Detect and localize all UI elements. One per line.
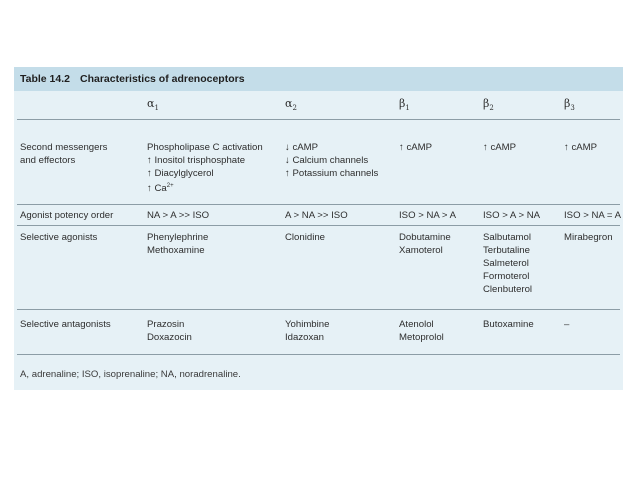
cell-beta1-messengers: ↑ cAMP <box>399 142 433 153</box>
header-beta1: $\beta_1$ <box>399 97 410 113</box>
row-label-second-messengers: Second messengers and effectors <box>20 142 108 166</box>
cell-beta2-antagonists: Butoxamine <box>483 319 534 330</box>
cell-beta3-antagonists: – <box>564 319 570 330</box>
header-beta3: $\beta_3$ <box>564 97 575 113</box>
cell-beta3-potency: ISO > NA = A <box>564 210 622 221</box>
cell-alpha1-messengers: Phospholipase C activation ↑ Inositol trisphosphate ↑ Diacylglycerol ↑ $Ca^{2+}$ <box>147 142 263 194</box>
table-bottom-rule <box>17 354 620 355</box>
cell-beta2-agonists: Salbutamol Terbutaline Salmeterol Formoterol Clenbuterol <box>483 232 533 295</box>
row-divider-3 <box>17 309 620 310</box>
cell-beta1-agonists: Dobutamine Xamoterol <box>399 232 451 256</box>
row-label-agonist-potency: Agonist potency order <box>20 210 114 221</box>
table-number: Table 14.2 <box>20 73 70 85</box>
table-title-text: Characteristics of adrenoceptors <box>80 73 245 85</box>
table-title-band <box>14 67 623 91</box>
cell-beta2-messengers: ↑ cAMP <box>483 142 517 153</box>
cell-alpha2-potency: A > NA >> ISO <box>285 210 348 221</box>
cell-beta3-agonists: Mirabegron <box>564 232 613 243</box>
cell-beta1-potency: ISO > NA > A <box>399 210 457 221</box>
cell-alpha1-potency: NA > A >> ISO <box>147 210 210 221</box>
cell-alpha1-antagonists: Prazosin Doxazocin <box>147 319 192 343</box>
header-alpha2: $\alpha_2$ <box>285 97 297 113</box>
row-label-selective-antagonists: Selective antagonists <box>20 319 111 330</box>
table-title <box>20 73 245 85</box>
header-divider <box>17 119 620 120</box>
table-footnote: A, adrenaline; ISO, isoprenaline; NA, noradrenaline. <box>20 369 241 380</box>
cell-alpha2-messengers: ↓ cAMP ↓ Calcium channels ↑ Potassium channels <box>285 142 379 179</box>
header-beta2: $\beta_2$ <box>483 97 494 113</box>
cell-beta1-antagonists: Atenolol Metoprolol <box>399 319 444 343</box>
row-divider-2 <box>17 225 620 226</box>
cell-alpha1-agonists: Phenylephrine Methoxamine <box>147 232 209 256</box>
cell-alpha2-antagonists: Yohimbine Idazoxan <box>285 319 330 343</box>
cell-alpha2-agonists: Clonidine <box>285 232 326 243</box>
cell-beta2-potency: ISO > A > NA <box>483 210 541 221</box>
header-alpha1: $\alpha_1$ <box>147 97 159 113</box>
table-panel <box>14 67 623 390</box>
row-divider-1 <box>17 204 620 205</box>
cell-beta3-messengers: ↑ cAMP <box>564 142 598 153</box>
row-label-selective-agonists: Selective agonists <box>20 232 98 243</box>
